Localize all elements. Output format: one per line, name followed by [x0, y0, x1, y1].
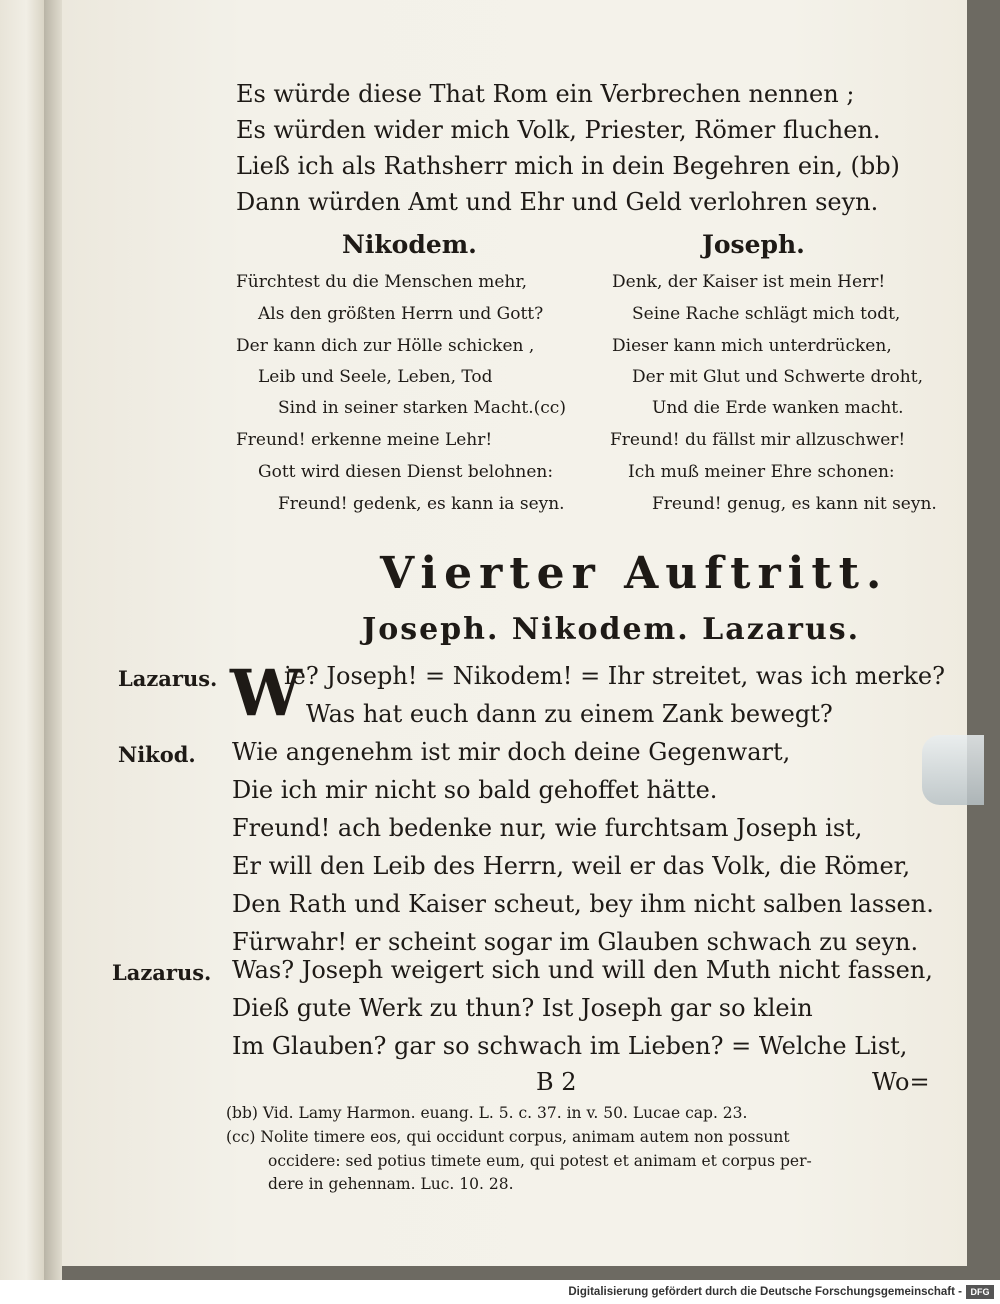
- duet-right-line: Seine Rache schlägt mich todt,: [632, 304, 901, 324]
- dialogue-line: Dieß gute Werk zu thun? Ist Joseph gar so klein: [232, 994, 813, 1022]
- dialogue-line: Was hat euch dann zu einem Zank bewegt?: [306, 700, 833, 728]
- duet-right-line: Und die Erde wanken macht.: [652, 398, 904, 418]
- duet-left-line: Freund! erkenne meine Lehr!: [236, 430, 493, 450]
- dialogue-line: Die ich mir nicht so bald gehoffet hätte.: [232, 776, 718, 804]
- duet-right-line: Ich muß meiner Ehre schonen:: [628, 462, 895, 482]
- dialogue-line: Wie angenehm ist mir doch deine Gegenwart,: [232, 738, 791, 766]
- speaker-label: Lazarus.: [112, 960, 212, 985]
- speaker-label: Lazarus.: [118, 666, 218, 691]
- duet-right-line: Dieser kann mich unterdrücken,: [612, 336, 892, 356]
- dialogue-line: Im Glauben? gar so schwach im Lieben? = Welche List,: [232, 1032, 908, 1060]
- footnote-line: dere in gehennam. Luc. 10. 28.: [268, 1175, 514, 1193]
- duet-left-line: Freund! gedenk, es kann ia seyn.: [278, 494, 565, 514]
- drop-cap: W: [230, 656, 302, 731]
- dfg-logo-icon: DFG: [966, 1285, 994, 1299]
- duet-right-line: Der mit Glut und Schwerte droht,: [632, 367, 923, 387]
- catchword: Wo=: [872, 1068, 930, 1096]
- verse-line: Dann würden Amt und Ehr und Geld verlohren seyn.: [236, 188, 879, 216]
- footnote-line: occidere: sed potius timete eum, qui potest et animam et corpus per-: [268, 1152, 812, 1170]
- book-gutter: [44, 0, 62, 1280]
- signature-mark: B 2: [536, 1068, 577, 1096]
- dialogue-line: Freund! ach bedenke nur, wie furchtsam Joseph ist,: [232, 814, 863, 842]
- duet-left-line: Leib und Seele, Leben, Tod: [258, 367, 493, 387]
- duet-right-line: Denk, der Kaiser ist mein Herr!: [612, 272, 886, 292]
- speaker-label: Nikod.: [118, 742, 196, 767]
- footnote-line: (cc) Nolite timere eos, qui occidunt corpus, animam autem non possunt: [226, 1128, 790, 1146]
- dialogue-line: ie? Joseph! = Nikodem! = Ihr streitet, was ich merke?: [284, 662, 945, 690]
- dialogue-line: Er will den Leib des Herrn, weil er das Volk, die Römer,: [232, 852, 911, 880]
- duet-speaker-right: Joseph.: [702, 230, 805, 259]
- duet-right-line: Freund! genug, es kann nit seyn.: [652, 494, 937, 514]
- dialogue-line: Fürwahr! er scheint sogar im Glauben schwach zu seyn.: [232, 928, 919, 956]
- facing-page-edge: [0, 0, 44, 1280]
- duet-left-line: Sind in seiner starken Macht.(cc): [278, 398, 566, 418]
- duet-speaker-left: Nikodem.: [342, 230, 477, 259]
- dialogue-line: Den Rath und Kaiser scheut, bey ihm nicht salben lassen.: [232, 890, 934, 918]
- duet-left-line: Fürchtest du die Menschen mehr,: [236, 272, 528, 292]
- footnote-line: (bb) Vid. Lamy Harmon. euang. L. 5. c. 37. in v. 50. Lucae cap. 23.: [226, 1104, 748, 1122]
- duet-left-line: Gott wird diesen Dienst belohnen:: [258, 462, 554, 482]
- scene-characters: Joseph. Nikodem. Lazarus.: [362, 612, 861, 647]
- verse-line: Es würde diese That Rom ein Verbrechen nennen ;: [236, 80, 855, 108]
- verse-line: Ließ ich als Rathsherr mich in dein Begehren ein, (bb): [236, 152, 900, 180]
- dialogue-line: Was? Joseph weigert sich und will den Muth nicht fassen,: [232, 956, 933, 984]
- duet-left-line: Der kann dich zur Hölle schicken ,: [236, 336, 535, 356]
- scene-title: Vierter Auftritt.: [380, 548, 889, 599]
- verse-line: Es würden wider mich Volk, Priester, Römer fluchen.: [236, 116, 881, 144]
- duet-left-line: Als den größten Herrn und Gott?: [258, 304, 544, 324]
- page-clip-tab: [922, 735, 984, 805]
- duet-right-line: Freund! du fällst mir allzuschwer!: [610, 430, 906, 450]
- footer-credit: Digitalisierung gefördert durch die Deutsche Forschungsgemeinschaft -: [568, 1286, 962, 1298]
